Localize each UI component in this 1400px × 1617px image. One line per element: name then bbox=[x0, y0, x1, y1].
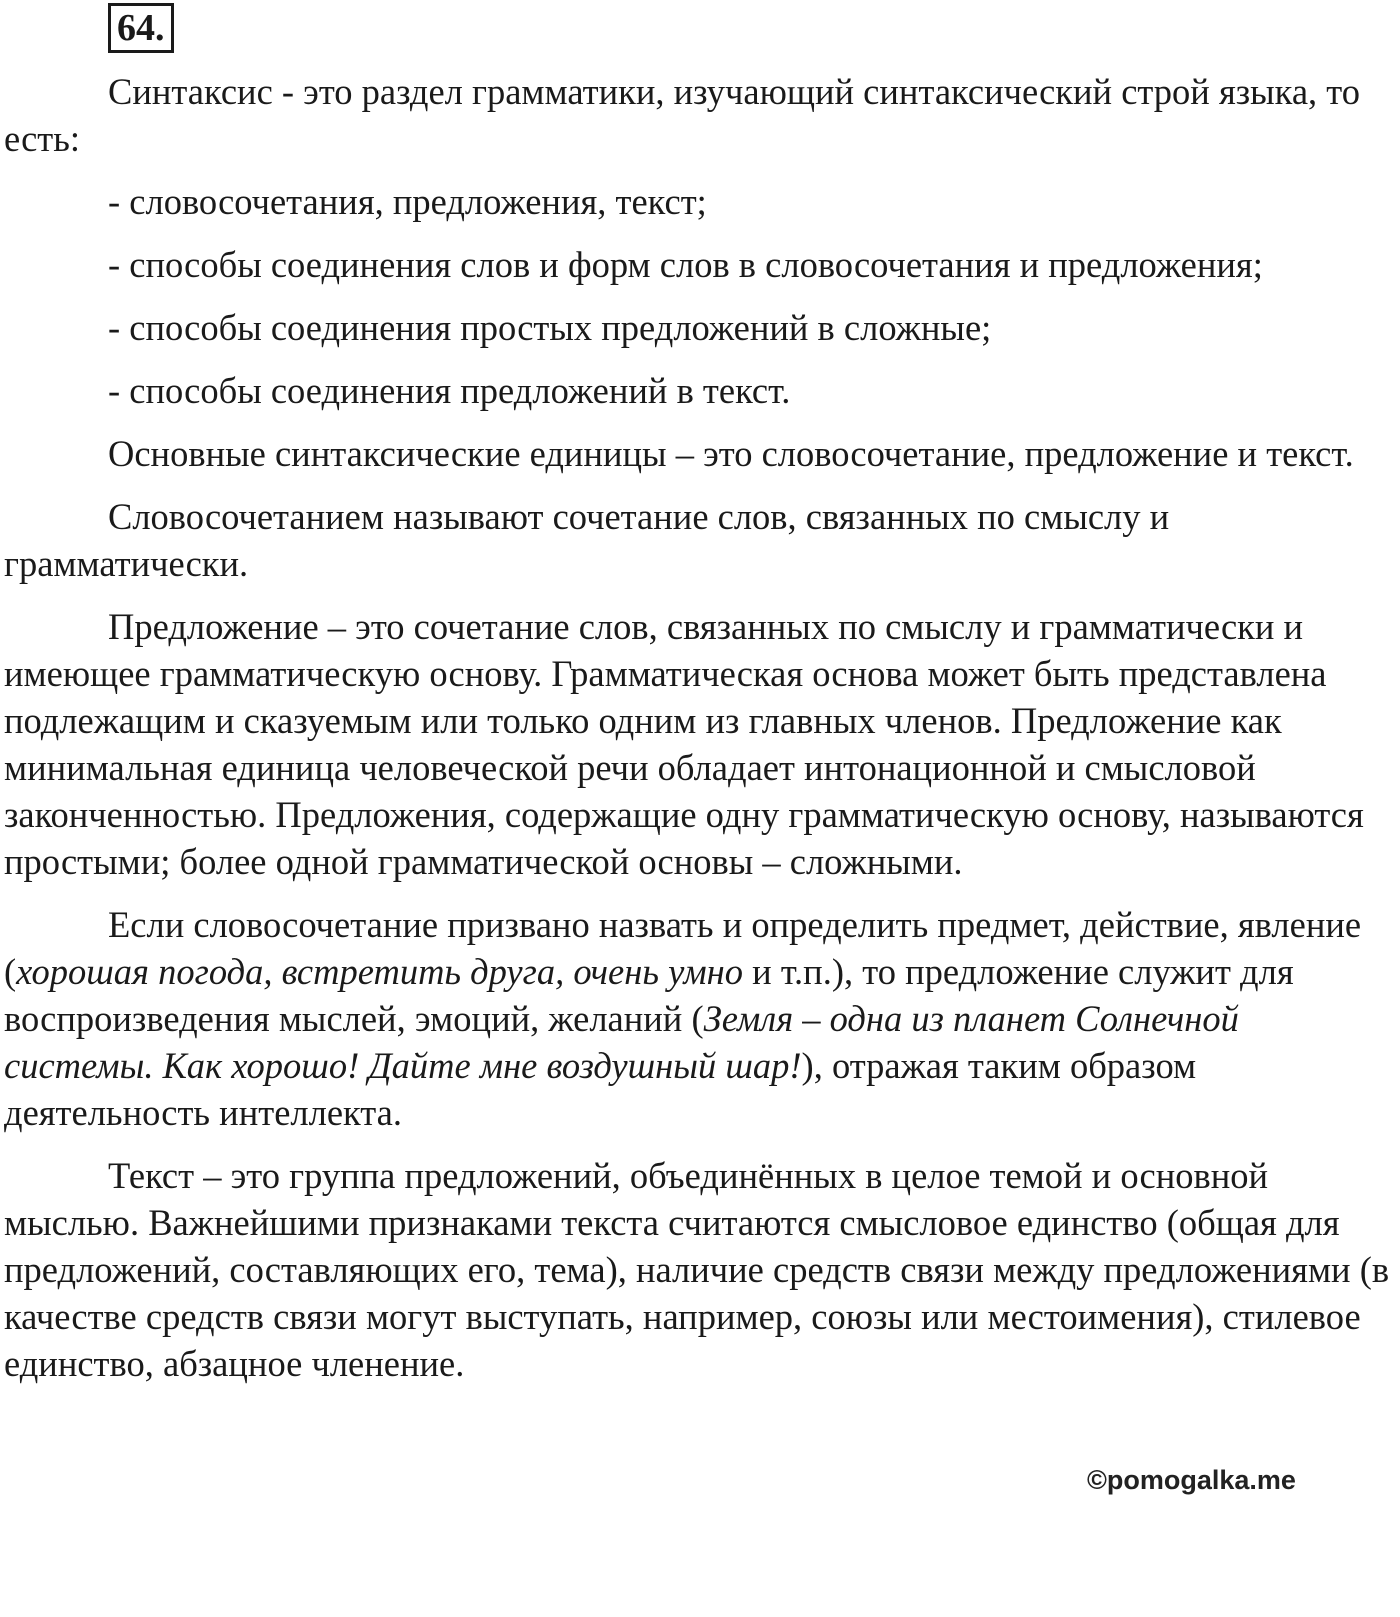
paragraph-sentence: Предложение – это сочетание слов, связанных по смыслу и грамматически и имеющее грамматическую основу. Грамматическая основа может быть представлена подлежащим и сказуемым или только одним из главных членов. Предложение как минимальная единица человеческой речи обладает интонационной и смысловой законченностью. Предложения, содержащие одну грамматическую основу, называются простыми; более одной грамматической основы – сложными. bbox=[4, 606, 1364, 882]
exercise-number: 64. bbox=[108, 3, 174, 53]
document-body bbox=[4, 68, 1394, 1403]
watermark: ©pomogalka.me bbox=[1087, 1465, 1296, 1495]
list-item: - способы соединения слов и форм слов в словосочетания и предложения; bbox=[108, 244, 1263, 285]
italic-examples: Земля – одна из планет Солнечной системы. Как хорошо! Дайте мне воздушный шар! bbox=[4, 998, 1239, 1086]
paragraph-comparison bbox=[4, 901, 1394, 1136]
italic-examples: хорошая погода, встретить друга, очень умно bbox=[16, 951, 744, 992]
paragraph-definition: Синтаксис - это раздел грамматики, изучающий синтаксический строй языка, то есть: bbox=[4, 71, 1361, 159]
list-item: - способы соединения простых предложений в сложные; bbox=[108, 307, 992, 348]
paragraph-phrase: Словосочетанием называют сочетание слов, связанных по смыслу и грамматически. bbox=[4, 496, 1170, 584]
paragraph-text: Текст – это группа предложений, объединённых в целое темой и основной мыслью. Важнейшими признаками текста считаются смысловое единство (общая для предложений, составляющих его, тема), наличие средств связи между предложениями (в качестве средств связи могут выступать, например, союзы или местоимения), стилевое единство, абзацное членение. bbox=[4, 1155, 1390, 1384]
paragraph-units: Основные синтаксические единицы – это словосочетание, предложение и текст. bbox=[108, 433, 1354, 474]
text-span: ), отражая таким образом деятельность интеллекта. bbox=[4, 1045, 1197, 1133]
text-span: Если словосочетание призвано назвать и определить предмет, действие, явление ( bbox=[4, 904, 1362, 992]
list-item: - словосочетания, предложения, текст; bbox=[108, 181, 707, 222]
list-item: - способы соединения предложений в текст. bbox=[108, 370, 791, 411]
text-span: и т.п.), то предложение служит для воспроизведения мыслей, эмоций, желаний ( bbox=[4, 951, 1294, 1039]
